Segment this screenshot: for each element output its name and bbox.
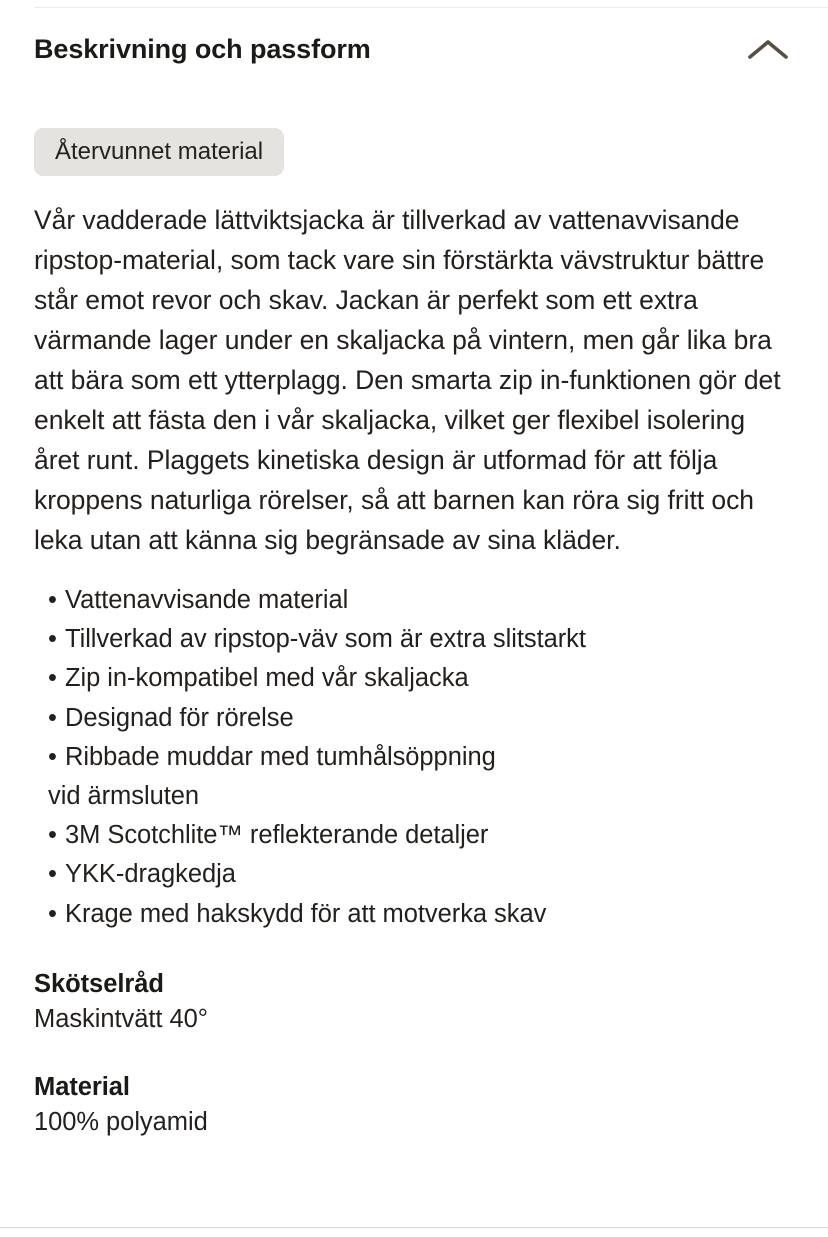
description-content <box>34 200 794 1140</box>
feature-item: • Vattenavvisande material <box>34 581 794 620</box>
chevron-up-icon <box>748 38 788 62</box>
section-header-beskrivning-och-passform[interactable] <box>34 33 790 75</box>
spec-label: Skötselråd <box>34 969 164 998</box>
feature-item: • Tillverkad av ripstop-väv som är extra slitstarkt <box>34 620 794 659</box>
spec-block-care <box>34 967 794 1037</box>
feature-item: • Krage med hakskydd för att motverka skav <box>34 895 794 934</box>
feature-list <box>34 581 794 934</box>
feature-item: • Designad för rörelse <box>34 699 794 738</box>
spec-block-material <box>34 1070 794 1140</box>
collapse-toggle-button[interactable] <box>746 34 790 66</box>
description-paragraph: Vår vadderade lättviktsjacka är tillverkad av vattenavvisande ripstop-material, som tack vare sin förstärkta vävstruktur bättre står emot revor och skav. Jackan är perfekt som ett extra värmande lager under en skaljacka på vintern, men går lika bra att bära som ett ytterplagg. Den smarta zip in-funktionen gör det enkelt att fästa den i vår skaljacka, vilket ger flexibel isolering året runt. Plaggets kinetiska design är utformad för att följa kroppens naturliga rörelser, så att barnen kan röra sig fritt och leka utan att känna sig begränsade av sina kläder. <box>34 205 781 555</box>
page-title: Beskrivning och passform <box>34 34 371 64</box>
section-divider-bottom <box>0 1227 828 1228</box>
spec-label: Material <box>34 1072 130 1101</box>
feature-item-continuation: vid ärmsluten <box>48 782 199 811</box>
spec-value: 100% polyamid <box>34 1107 208 1136</box>
feature-item: • YKK-dragkedja <box>34 855 794 894</box>
feature-item: • Ribbade muddar med tumhålsöppning <box>34 738 794 777</box>
feature-item: • 3M Scotchlite™ reflekterande detaljer <box>34 816 794 855</box>
badge-list <box>34 128 284 176</box>
status-badge-recycled-material: Återvunnet material <box>34 128 284 176</box>
spec-value: Maskintvätt 40° <box>34 1004 208 1033</box>
section-divider-top <box>34 7 828 8</box>
feature-item: • Zip in-kompatibel med vår skaljacka <box>34 659 794 698</box>
